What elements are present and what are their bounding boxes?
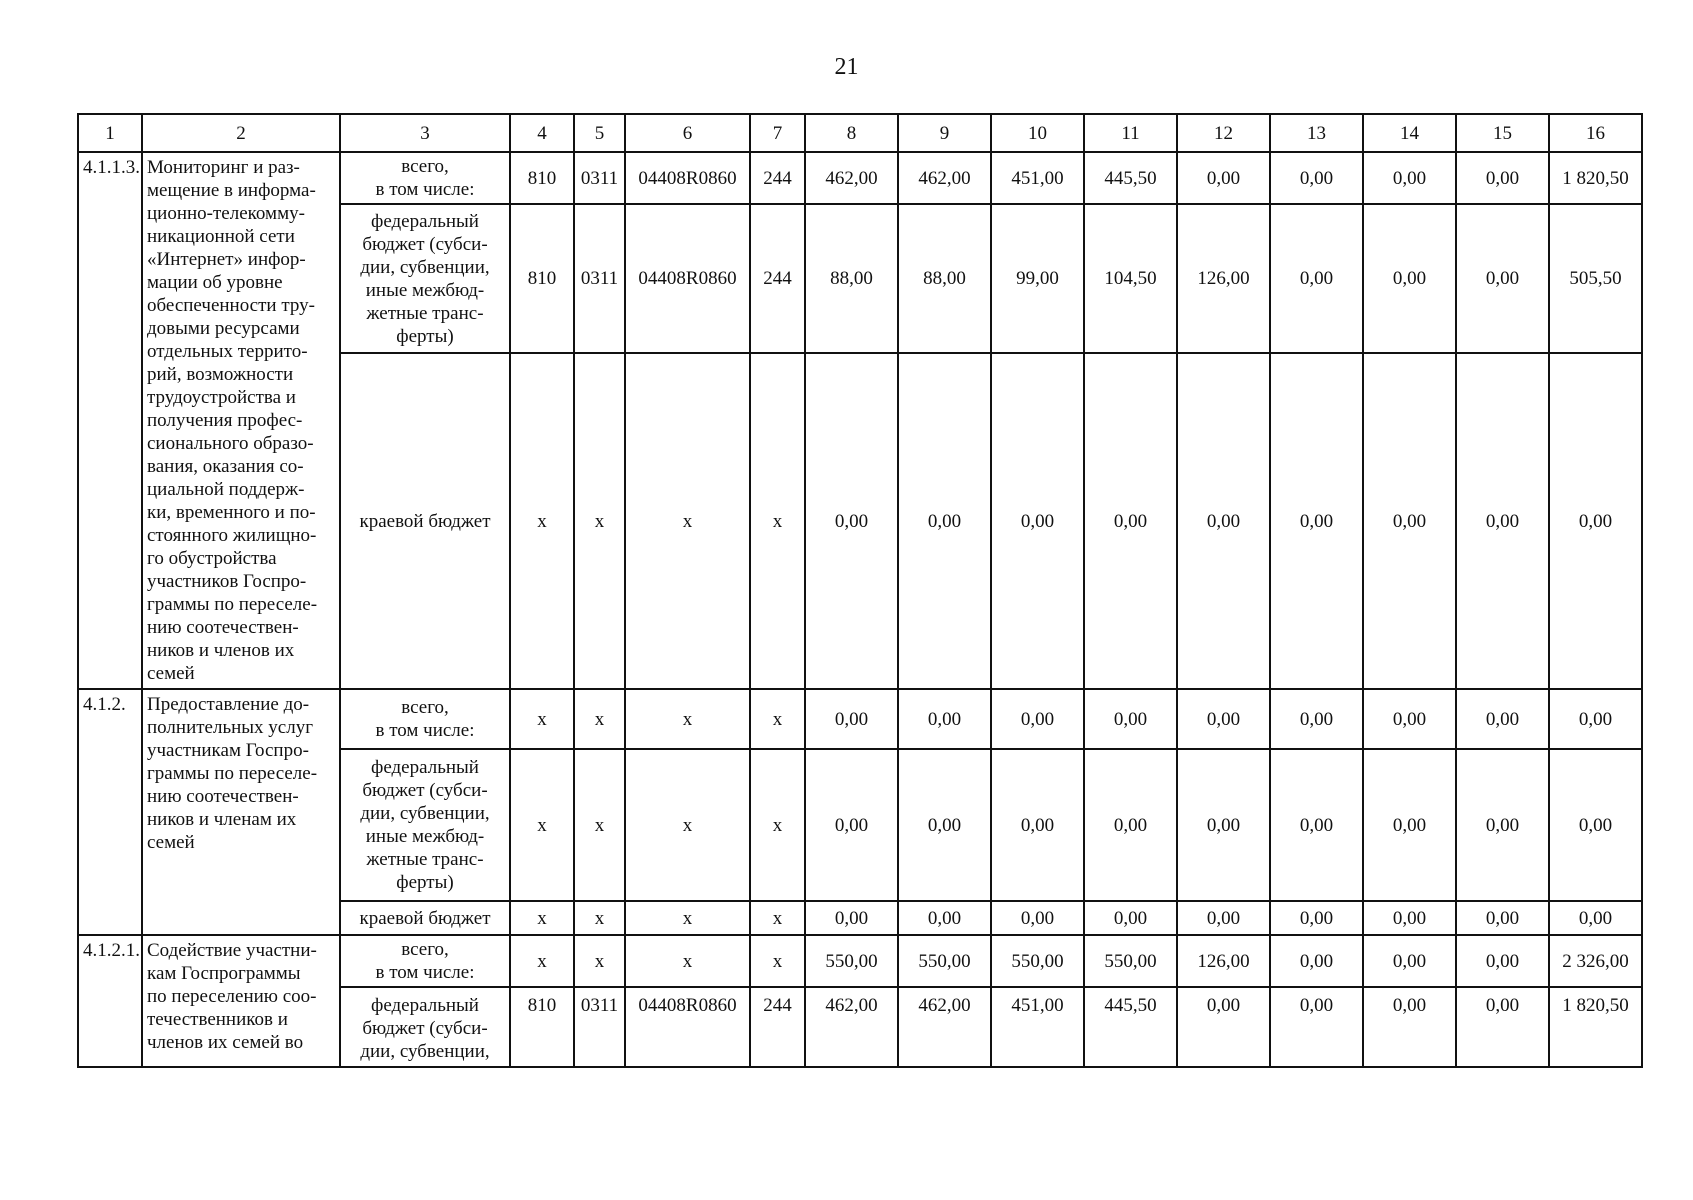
funding-source: [340, 152, 510, 204]
value-cell: 2 326,00: [1549, 935, 1642, 987]
value-cell: 0,00: [1456, 749, 1549, 901]
value-cell: 0,00: [1363, 689, 1456, 749]
table-row: [78, 689, 1642, 749]
value-cell: x: [574, 749, 625, 901]
value-cell: 0,00: [805, 353, 898, 689]
value-cell: 0,00: [1270, 935, 1363, 987]
value-cell: 505,50: [1549, 204, 1642, 353]
item-name: [142, 152, 340, 689]
header-cell: 8: [805, 114, 898, 152]
funding-source: [340, 935, 510, 987]
value-cell: 0,00: [991, 353, 1084, 689]
value-cell: x: [574, 901, 625, 935]
funding-source: [340, 204, 510, 353]
funding-source-text: всего, в том числе:: [375, 156, 475, 201]
value-cell: 0,00: [1456, 689, 1549, 749]
funding-source-text: федеральный бюджет (субси- дии, субвенции, иные межбюд- жетные транс- ферты): [360, 210, 490, 347]
value-cell: 0,00: [1549, 749, 1642, 901]
value-cell: 126,00: [1177, 935, 1270, 987]
value-cell: 0,00: [898, 689, 991, 749]
value-cell: 0,00: [1456, 901, 1549, 935]
value-cell: 0,00: [1363, 987, 1456, 1067]
item-number: 4.1.1.3.: [78, 152, 142, 689]
header-cell: 14: [1363, 114, 1456, 152]
header-row: [78, 114, 1642, 152]
value-cell: 1 820,50: [1549, 987, 1642, 1067]
value-cell: 0,00: [1363, 204, 1456, 353]
value-cell: 0,00: [805, 901, 898, 935]
value-cell: x: [510, 749, 574, 901]
value-cell: 0,00: [898, 353, 991, 689]
header-cell: 13: [1270, 114, 1363, 152]
funding-source-text: федеральный бюджет (субси- дии, субвенции, иные межбюд- жетные транс- ферты): [360, 757, 490, 893]
item-number: 4.1.2.: [78, 689, 142, 935]
header-cell: 12: [1177, 114, 1270, 152]
value-cell: 0,00: [1549, 901, 1642, 935]
value-cell: 104,50: [1084, 204, 1177, 353]
value-cell: 0,00: [1270, 204, 1363, 353]
value-cell: 462,00: [805, 152, 898, 204]
value-cell: 0,00: [991, 901, 1084, 935]
value-cell: 88,00: [898, 204, 991, 353]
page-number: 21: [834, 54, 859, 80]
value-cell: 0311: [574, 204, 625, 353]
header-cell: 10: [991, 114, 1084, 152]
value-cell: 04408R0860: [625, 152, 750, 204]
value-cell: 445,50: [1084, 987, 1177, 1067]
value-cell: 0,00: [1270, 689, 1363, 749]
value-cell: 0,00: [1363, 353, 1456, 689]
header-cell: 9: [898, 114, 991, 152]
table-row: [78, 152, 1642, 204]
value-cell: 04408R0860: [625, 987, 750, 1067]
item-name-text: Предоставление до- полнительных услуг участникам Госпро- граммы по переселе- нию соотечествен- ников и членам их семей: [147, 694, 318, 853]
value-cell: 550,00: [898, 935, 991, 987]
value-cell: 550,00: [991, 935, 1084, 987]
funding-source: [340, 901, 510, 935]
value-cell: 0,00: [991, 749, 1084, 901]
value-cell: 0,00: [1549, 353, 1642, 689]
value-cell: x: [750, 353, 805, 689]
value-cell: 244: [750, 204, 805, 353]
value-cell: 550,00: [1084, 935, 1177, 987]
value-cell: 0,00: [898, 901, 991, 935]
value-cell: 0,00: [1084, 353, 1177, 689]
value-cell: 810: [510, 987, 574, 1067]
value-cell: 0,00: [1084, 749, 1177, 901]
value-cell: x: [574, 353, 625, 689]
value-cell: x: [625, 353, 750, 689]
value-cell: 0,00: [1270, 901, 1363, 935]
value-cell: 0,00: [898, 749, 991, 901]
value-cell: x: [625, 749, 750, 901]
header-cell: 2: [142, 114, 340, 152]
value-cell: 1 820,50: [1549, 152, 1642, 204]
value-cell: x: [510, 901, 574, 935]
header-cell: 15: [1456, 114, 1549, 152]
value-cell: x: [510, 689, 574, 749]
value-cell: 0,00: [1549, 689, 1642, 749]
value-cell: 244: [750, 987, 805, 1067]
value-cell: 0,00: [1177, 901, 1270, 935]
value-cell: x: [750, 901, 805, 935]
value-cell: 0,00: [1177, 749, 1270, 901]
value-cell: 99,00: [991, 204, 1084, 353]
value-cell: 0,00: [1084, 901, 1177, 935]
funding-source-text: всего, в том числе:: [375, 697, 475, 741]
value-cell: 550,00: [805, 935, 898, 987]
value-cell: x: [750, 935, 805, 987]
funding-source-text: федеральный бюджет (субси- дии, субвенции,: [360, 995, 490, 1062]
item-name: [142, 689, 340, 935]
header-cell: 4: [510, 114, 574, 152]
value-cell: 451,00: [991, 152, 1084, 204]
value-cell: 88,00: [805, 204, 898, 353]
value-cell: 0,00: [1270, 152, 1363, 204]
value-cell: x: [625, 689, 750, 749]
header-cell: 5: [574, 114, 625, 152]
header-cell: 11: [1084, 114, 1177, 152]
header-cell: 6: [625, 114, 750, 152]
funding-source: [340, 353, 510, 689]
value-cell: x: [750, 689, 805, 749]
value-cell: 0,00: [805, 689, 898, 749]
value-cell: 0,00: [1177, 353, 1270, 689]
value-cell: 0,00: [1456, 152, 1549, 204]
funding-source: [340, 749, 510, 901]
header-cell: 1: [78, 114, 142, 152]
value-cell: 0,00: [1177, 152, 1270, 204]
value-cell: 0,00: [1177, 987, 1270, 1067]
table-row: [78, 935, 1642, 987]
value-cell: 810: [510, 204, 574, 353]
value-cell: x: [574, 935, 625, 987]
value-cell: 04408R0860: [625, 204, 750, 353]
value-cell: 0,00: [1270, 987, 1363, 1067]
value-cell: 0,00: [1456, 353, 1549, 689]
header-cell: 3: [340, 114, 510, 152]
value-cell: 462,00: [805, 987, 898, 1067]
header-cell: 16: [1549, 114, 1642, 152]
header-cell: 7: [750, 114, 805, 152]
value-cell: x: [625, 901, 750, 935]
value-cell: x: [750, 749, 805, 901]
value-cell: 0,00: [1363, 749, 1456, 901]
funding-source-text: краевой бюджет: [359, 510, 491, 532]
budget-table: [77, 113, 1643, 1068]
value-cell: 126,00: [1177, 204, 1270, 353]
value-cell: 0,00: [1456, 935, 1549, 987]
value-cell: 0311: [574, 152, 625, 204]
funding-source: [340, 689, 510, 749]
value-cell: 0,00: [1456, 204, 1549, 353]
value-cell: 0,00: [1270, 353, 1363, 689]
item-name: [142, 935, 340, 1067]
value-cell: 0,00: [1363, 935, 1456, 987]
funding-source-text: всего, в том числе:: [375, 939, 475, 983]
value-cell: 0,00: [1177, 689, 1270, 749]
value-cell: 0,00: [1363, 901, 1456, 935]
item-name-text: Содействие участни- кам Госпрограммы по переселению соо- течественников и членов их семей во: [147, 940, 317, 1053]
value-cell: 0,00: [1084, 689, 1177, 749]
value-cell: 0,00: [1363, 152, 1456, 204]
item-name-text: Мониторинг и раз- мещение в информа- ционно-телекомму- никационной сети «Интернет» инфор- мации об уровне обеспеченности тру- довыми ресурсами отдельных террито- рий, возможности трудоустройства и получения профес- сионального образо- вания, оказания со- циальной поддерж- ки, временного и по- стоянного жилищно- го обустройства участников Госпро- граммы по переселе- нию соотечествен- ников и членов их семей: [147, 157, 318, 684]
value-cell: 0,00: [805, 749, 898, 901]
value-cell: 451,00: [991, 987, 1084, 1067]
value-cell: 244: [750, 152, 805, 204]
value-cell: x: [510, 353, 574, 689]
value-cell: 0,00: [991, 689, 1084, 749]
value-cell: x: [510, 935, 574, 987]
value-cell: 462,00: [898, 152, 991, 204]
value-cell: 445,50: [1084, 152, 1177, 204]
funding-source: [340, 987, 510, 1067]
value-cell: 810: [510, 152, 574, 204]
value-cell: 0,00: [1456, 987, 1549, 1067]
funding-source-text: краевой бюджет: [359, 907, 491, 929]
value-cell: x: [574, 689, 625, 749]
value-cell: 0311: [574, 987, 625, 1067]
value-cell: 462,00: [898, 987, 991, 1067]
value-cell: 0,00: [1270, 749, 1363, 901]
item-number: 4.1.2.1.: [78, 935, 142, 1067]
value-cell: x: [625, 935, 750, 987]
